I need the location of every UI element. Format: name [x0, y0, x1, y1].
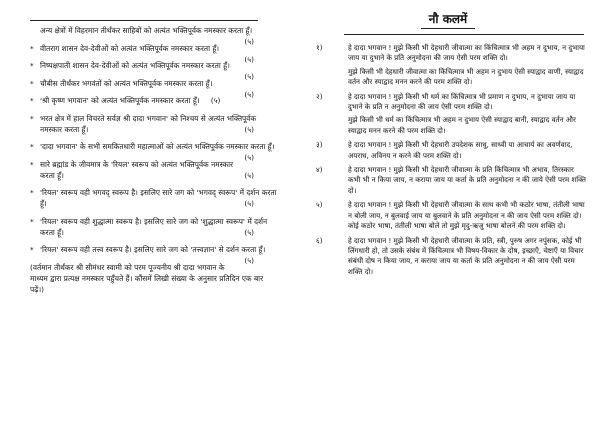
kalam-paragraph: हे दादा भगवान ! मुझे किसी भी देहधारी उपदेशक साधु, साध्वी या आचार्य का अवर्णवाद, अपराध, अविनय न करने की परम शक्ति दो।	[348, 140, 573, 160]
kalam-item	[310, 200, 586, 231]
salutation-text: 'दादा भगवान' के सभी समकितधारी महात्माओं को अत्यंत भक्तिपूर्वक नमस्कार करता हूँ।	[40, 142, 275, 151]
bullet-mark: *	[30, 113, 34, 123]
bullet-mark: *	[30, 142, 34, 151]
title-rule	[344, 34, 584, 35]
salutation-text: भरत क्षेत्र में हाल विचरते सर्वज्ञ श्री दादा भगवान' को निश्चय से अत्यंत भक्तिपूर्वक नमस्कार करता हूँ।	[40, 113, 257, 134]
bullet-mark: *	[30, 216, 34, 226]
salutation-text: चौबीस तीर्थंकर भगवंतों को अत्यंत भक्तिपूर्वक नमस्कार करता हूँ।	[40, 78, 213, 88]
salutation-text: सारे ब्रह्मांड के जीवमात्र के 'रियल' स्वरूप को अत्यंत भक्तिपूर्वक नमस्कार करता हूँ।	[40, 159, 234, 180]
bullet-mark: *	[30, 96, 34, 105]
salutation-text: 'रियल' स्वरूप वही शुद्धात्मा स्वरूप है। इसलिए सारे जग को 'शुद्धात्मा स्वरूप' में दर्शन करता हूँ।	[40, 216, 268, 237]
repeat-count: (५)	[244, 72, 254, 81]
repeat-count: (५)	[244, 124, 254, 134]
repeat-count: (५)	[244, 199, 254, 208]
salutation-item	[30, 113, 278, 135]
right-page	[300, 0, 600, 423]
kalam-paragraph: हे दादा भगवान ! मुझे किसी भी देहधारी जीवात्मा का किंचित्मात्र भी अहम न दुभाय, न दुभाया जाय या दुभाने के प्रति अनुमोदना की जाय ऐसी परम शक्ति दो।	[348, 43, 585, 63]
title-wrap	[310, 8, 586, 29]
salutation-text: अन्य क्षेत्रों में विहरमान तीर्थंकर साहिबों को अत्यंत भक्तिपूर्वक नमस्कार करता हूँ।	[40, 26, 253, 35]
kalam-item	[310, 165, 586, 196]
salutation-item	[30, 60, 278, 81]
right-list	[310, 43, 586, 277]
kalam-item	[310, 140, 586, 161]
kalam-paragraph: हे दादा भगवान ! मुझे किसी भी देहधारी जीवात्मा के प्रति, स्त्री, पुरुष अगर नपुंसक, कोई भी लिंगधारी हो, तो उसके संबंध में किंचित्मात्र भी विषय-विकार के दोष, इच्छाएँ, चेष्टाएँ या विचार संबंधी दोष न किया जाय, न कराया जाय या कर्ता के प्रति अनुमोदना न की जाय ऐसी परम शक्ति दो।	[348, 235, 584, 276]
salutation-text: 'रियल' स्वरूप वही भगवद् स्वरूप है। इसलिए सारे जग को 'भगवद् स्वरूप' में दर्शन करता हूँ।	[40, 188, 277, 208]
salutation-item	[30, 78, 278, 99]
kalam-item	[310, 92, 586, 137]
kalam-paragraph: हे दादा भगवान ! मुझे किसी भी देहधारी जीवात्मा के प्रति किंचित्मात्र भी अभाव, तिरस्कार कभी भी न किया जाय, न कराया जाय या कर्ता के प्रति अनुमोदना न की जाये ऐसी परम शक्ति दो।	[348, 165, 586, 195]
kalam-paragraph: मुझे किसी भी धर्म का किंचित्मात्र भी अहम न दुभाय ऐसी स्याद्वाद बानी, स्याद्वाद वर्तन और स्याद्वाद मनन करने की परम शक्ति दो।	[348, 115, 576, 135]
salutation-item	[30, 43, 278, 64]
salutation-item	[30, 95, 278, 106]
salutation-text: निष्पक्षपाती शासन देव-देवीओं को अत्यंत भक्तिपूर्वक नमस्कार करता हूँ।	[40, 61, 230, 70]
kalam-item	[310, 236, 586, 278]
kalam-paragraph: मुझे किसी भी देहधारी जीवात्मा का किंचित्मात्र भी अहम न दुभाय ऐसी स्याद्वाद वाणी, स्याद्वाद वर्तन और स्याद्वाद मनन करने की परम शक्ति दो।	[348, 66, 584, 87]
kalam-number: ६)	[316, 235, 323, 245]
salutation-text: वीतराग शासन देव-देवीओं को अत्यंत भक्तिपूर्वक नमस्कार करता हूँ।	[40, 43, 220, 53]
repeat-count: (५)	[244, 89, 254, 99]
kalam-number: ३)	[316, 140, 323, 150]
bullet-mark: *	[30, 78, 34, 88]
kalam-number: ४)	[316, 165, 323, 175]
repeat-count: (५)	[210, 96, 221, 105]
bullet-mark: *	[30, 43, 34, 53]
salutation-item	[30, 187, 278, 209]
left-list	[30, 25, 278, 265]
kalam-number: १)	[316, 43, 323, 52]
page-title: नौ कलमें	[421, 10, 475, 29]
kalam-paragraph: हे दादा भगवान ! मुझे किसी भी धर्म का किंचित्मात्र भी प्रमाण न दुभाय, न दुभाया जाय या दुभाने के प्रति न अनुमोदना की जाय ऐसी परम शक्ति दो।	[348, 91, 576, 112]
footnote: (वर्तमान तीर्थंकर श्री सीमंधर स्वामी को परम पूज्यनीय श्री दादा भगवान के माध्यम द्वारा प्रत्यक्ष नमस्कार पहुँचते हैं। कौंसमें लिखी संख्या के अनुसार प्रतिदिन एक बार पढ़ें।)	[30, 262, 264, 294]
bullet-mark: *	[30, 188, 34, 197]
salutation-item	[30, 244, 278, 265]
kalam-number: ५)	[316, 200, 323, 210]
repeat-count: (५)	[244, 170, 254, 180]
top-rule	[30, 20, 258, 21]
kalam-paragraph: हे दादा भगवान ! मुझे किसी भी देहधारी जीवात्मा के साथ कभी भी कठोर भाषा, तंतीली भाषा न बोली जाय, न बुलवाई जाय या बुलवाने के प्रति अनुमोदना न की जाय ऐसी परम शक्ति दो। कोई कठोर भाषा, तंतीली भाषा बोले तो मुझे मृदु-ऋजु भाषा बोलने की परम शक्ति दो।	[348, 200, 585, 231]
repeat-count: (५)	[244, 227, 254, 237]
salutation-text: 'श्री कृष्ण भगवान' को अत्यंत भक्तिपूर्वक नमस्कार करता हूँ।	[40, 96, 200, 105]
bullet-mark: *	[30, 245, 34, 254]
salutation-item	[30, 159, 278, 181]
salutation-item	[30, 25, 278, 46]
repeat-count: (५)	[244, 37, 254, 46]
repeat-count: (५)	[244, 256, 254, 265]
kalam-number: २)	[316, 91, 323, 101]
salutation-item	[30, 141, 278, 162]
salutation-text: 'रियल' स्वरूप वही तत्त्व स्वरूप है। इसलिए सारे जग को 'तत्त्वज्ञान' से दर्शन करता हूँ।	[40, 245, 266, 254]
repeat-count: (५)	[244, 153, 254, 162]
salutation-item	[30, 216, 278, 238]
bullet-mark: *	[30, 61, 34, 70]
repeat-count: (५)	[244, 54, 254, 64]
kalam-item	[310, 43, 586, 88]
bullet-mark: *	[30, 159, 34, 169]
